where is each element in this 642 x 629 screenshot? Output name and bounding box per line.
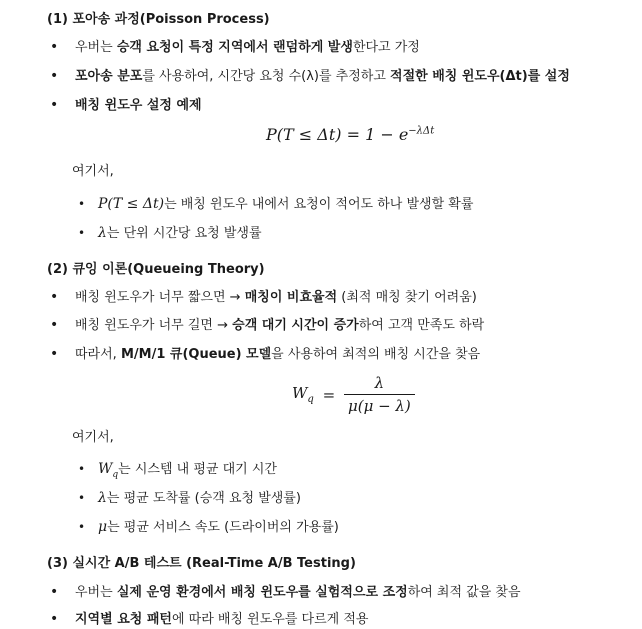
- fraction: $\frac{\lambda}{\mu(\mu - \lambda)}$: [344, 374, 415, 415]
- bullet-icon: •: [50, 289, 59, 305]
- list-item: • 지역별 요청 패턴에 따라 배칭 윈도우를 다르게 적용: [50, 611, 369, 627]
- bullet-icon: •: [78, 520, 86, 534]
- bullet-icon: •: [78, 462, 86, 476]
- list-item: • λ는 단위 시간당 요청 발생률: [78, 225, 262, 241]
- bullet-icon: •: [78, 197, 86, 211]
- poisson-formula: $P(T \le \Delta t) = 1 - e^{-\lambda\Delta t}$: [266, 125, 435, 144]
- bullet-icon: •: [50, 584, 59, 600]
- queue-wait-formula: $W_q$ = $\frac{\lambda}{\mu(\mu - \lambda)}$: [292, 374, 415, 415]
- list-item: • μ는 평균 서비스 속도 (드라이버의 가용률): [78, 519, 339, 535]
- section-heading-queueing: (2) 큐잉 이론(Queueing Theory): [47, 262, 265, 277]
- list-item: • 포아송 분포를 사용하여, 시간당 요청 수(λ)를 추정하고 적절한 배칭 윈도우(Δt)를 설정: [50, 68, 570, 84]
- section-heading-ab-testing: (3) 실시간 A/B 테스트 (Real-Time A/B Testing): [47, 556, 356, 571]
- list-item: • 우버는 실제 운영 환경에서 배칭 윈도우를 실험적으로 조정하여 최적 값을 찾음: [50, 584, 521, 600]
- list-item: • P(T ≤ Δt)는 배칭 윈도우 내에서 요청이 적어도 하나 발생할 확률: [78, 196, 474, 212]
- list-item: • λ는 평균 도착률 (승객 요청 발생률): [78, 490, 301, 506]
- where-label: 여기서,: [72, 430, 114, 445]
- list-item: • 따라서, M/M/1 큐(Queue) 모델을 사용하여 최적의 배칭 시간을 찾음: [50, 346, 481, 362]
- section-heading-poisson: (1) 포아송 과정(Poisson Process): [47, 12, 270, 27]
- list-item: • $W_q$는 시스템 내 평균 대기 시간: [78, 461, 277, 480]
- bullet-icon: •: [50, 346, 59, 362]
- bullet-icon: •: [50, 97, 59, 113]
- bullet-icon: •: [50, 611, 59, 627]
- list-item: • 우버는 승객 요청이 특정 지역에서 랜덤하게 발생한다고 가정: [50, 39, 420, 55]
- where-label: 여기서,: [72, 164, 114, 179]
- bullet-icon: •: [78, 226, 86, 240]
- list-item: • 배칭 윈도우가 너무 길면 → 승객 대기 시간이 증가하여 고객 만족도 하락: [50, 317, 485, 333]
- bullet-icon: •: [50, 68, 59, 84]
- list-item: • 배칭 윈도우 설정 예제: [50, 97, 202, 113]
- list-item: • 배칭 윈도우가 너무 짧으면 → 매칭이 비효율적 (최적 매칭 찾기 어려움): [50, 289, 477, 305]
- bullet-icon: •: [50, 39, 59, 55]
- bullet-icon: •: [78, 491, 86, 505]
- bullet-icon: •: [50, 317, 59, 333]
